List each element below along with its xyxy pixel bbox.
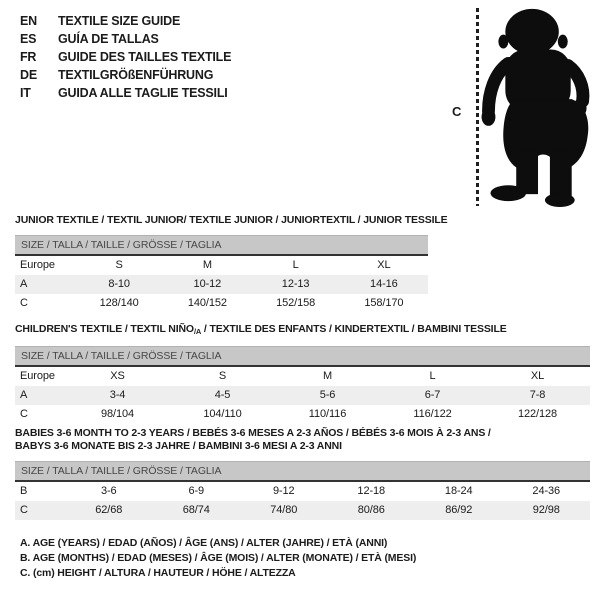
height-cell: 62/68 [95, 504, 123, 516]
size-cell: M [202, 259, 212, 271]
height-cell: 74/80 [270, 504, 298, 516]
section-babies-textile [15, 427, 590, 520]
age-cell: 8-10 [108, 278, 130, 290]
table-row-height [15, 501, 590, 520]
height-cell: 152/158 [276, 297, 316, 309]
row-label: A [20, 389, 28, 401]
table-row-europe [15, 367, 590, 386]
language-code: DE [20, 68, 37, 82]
age-cell: 4-5 [214, 389, 231, 401]
months-cell: 9-12 [272, 485, 295, 497]
footnote-b: B. AGE (MONTHS) / EDAD (MESES) / ÂGE (MOIS) / ALTER (MONATE) / ETÀ (MESI) [20, 552, 417, 564]
height-cell: 158/170 [364, 297, 404, 309]
table-row-europe [15, 256, 428, 275]
row-label: C [20, 504, 28, 516]
language-title: GUIDE DES TAILLES TEXTILE [58, 50, 232, 64]
size-cell: S [218, 370, 227, 382]
age-cell: 12-13 [281, 278, 310, 290]
row-label: A [20, 278, 28, 290]
age-cell: 3-4 [109, 389, 126, 401]
age-cell: 14-16 [370, 278, 398, 290]
footnote-a: A. AGE (YEARS) / EDAD (AÑOS) / ÂGE (ANS) / ALTER (JAHRE) / ETÀ (ANNI) [20, 537, 388, 549]
height-cell: 110/116 [308, 408, 347, 420]
section-childrens-textile [15, 323, 590, 424]
title-text: CHILDREN'S TEXTILE / TEXTIL NIÑO [15, 323, 194, 335]
height-cell: 104/110 [203, 408, 242, 420]
row-label: Europe [20, 259, 55, 271]
months-cell: 18-24 [444, 485, 473, 497]
size-cell: L [292, 259, 299, 271]
language-row-es [20, 30, 231, 48]
age-cell: 7-8 [529, 389, 546, 401]
language-title-list [20, 12, 231, 102]
language-code: ES [20, 32, 37, 46]
size-header-bar: SIZE / TALLA / TAILLE / GRÖSSE / TAGLIA [15, 346, 590, 365]
height-cell: 122/128 [517, 408, 558, 420]
language-title: GUIDA ALLE TAGLIE TESSILI [58, 86, 228, 100]
months-cell: 12-18 [357, 485, 386, 497]
age-cell: 5-6 [319, 389, 336, 401]
size-header-bar: SIZE / TALLA / TAILLE / GRÖSSE / TAGLIA [15, 461, 590, 480]
section-junior-textile [15, 214, 448, 313]
section-title: JUNIOR TEXTILE / TEXTIL JUNIOR/ TEXTILE JUNIOR / JUNIORTEXTIL / JUNIOR TESSILE [15, 214, 448, 226]
row-label: Europe [20, 370, 55, 382]
size-cell: XL [377, 259, 391, 271]
title-subscript: /A [193, 327, 202, 336]
height-cell: 86/92 [445, 504, 473, 516]
title-line-1: BABIES 3-6 MONTH TO 2-3 YEARS / BEBÉS 3-6 MESES A 2-3 AÑOS / BÉBÉS 3-6 MOIS À 2-3 ANS / [15, 427, 491, 439]
language-code: FR [20, 50, 37, 64]
row-label: C [20, 408, 28, 420]
language-code: EN [20, 14, 37, 28]
height-cell: 92/98 [532, 504, 560, 516]
language-title: GUÍA DE TALLAS [58, 32, 159, 46]
height-cell: 140/152 [187, 297, 227, 309]
size-header-bar: SIZE / TALLA / TAILLE / GRÖSSE / TAGLIA [15, 235, 428, 254]
language-row-fr [20, 48, 231, 66]
language-row-it [20, 84, 231, 102]
section-title [15, 323, 590, 338]
table-row-height [15, 405, 590, 424]
language-row-de [20, 66, 231, 84]
language-code: IT [20, 86, 31, 100]
height-cell: 68/74 [182, 504, 210, 516]
table-row-age [15, 386, 590, 405]
height-cell: 116/122 [413, 408, 452, 420]
row-label: C [20, 297, 28, 309]
language-row-en [20, 12, 231, 30]
height-cell: 80/86 [357, 504, 385, 516]
language-title: TEXTILE SIZE GUIDE [58, 14, 181, 28]
size-cell: XL [530, 370, 545, 382]
size-cell: S [115, 259, 123, 271]
footnote-legend [20, 536, 416, 581]
size-cell: L [429, 370, 436, 382]
height-cell: 98/104 [100, 408, 135, 420]
age-cell: 10-12 [193, 278, 222, 290]
height-cell: 128/140 [99, 297, 139, 309]
months-cell: 24-36 [532, 485, 561, 497]
months-cell: 6-9 [188, 485, 205, 497]
title-line-2: BABYS 3-6 MONATE BIS 2-3 JAHRE / BAMBINI 3-6 MESI A 2-3 ANNI [15, 440, 342, 452]
title-text: / TEXTILE DES ENFANTS / KINDERTEXTIL / BAMBINI TESSILE [201, 323, 507, 335]
table-row-months [15, 482, 590, 501]
size-cell: M [322, 370, 333, 382]
size-cell: XS [110, 370, 125, 382]
height-measure-label: C [452, 104, 462, 119]
footnote-c: C. (cm) HEIGHT / ALTURA / HAUTEUR / HÖHE / ALTEZZA [20, 567, 296, 579]
section-title [15, 427, 590, 453]
months-cell: 3-6 [100, 485, 117, 497]
toddler-silhouette-image [480, 2, 600, 210]
age-cell: 6-7 [424, 389, 441, 401]
table-row-height [15, 294, 428, 313]
language-title: TEXTILGRÖßENFÜHRUNG [58, 68, 214, 82]
table-row-age [15, 275, 428, 294]
height-measure-dotted-line [476, 8, 479, 206]
row-label: B [20, 485, 28, 497]
